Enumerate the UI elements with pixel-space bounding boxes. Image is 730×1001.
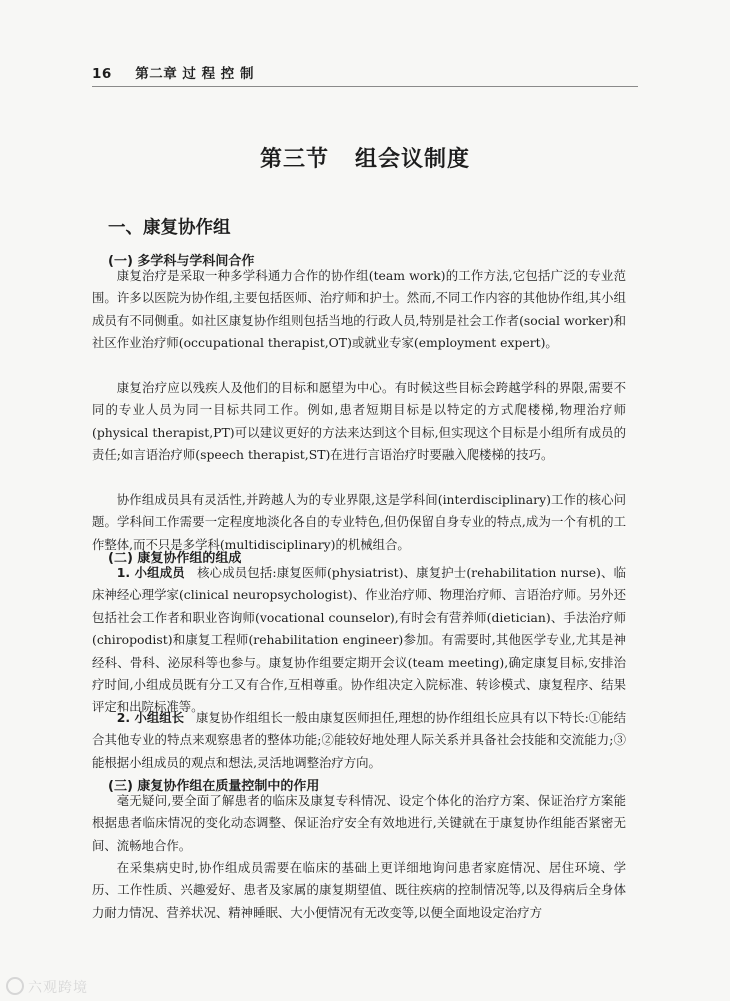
section-number: 第三节 [259, 147, 329, 172]
paragraph: 毫无疑问,要全面了解患者的临床及康复专科情况、设定个体化的治疗方案、保证治疗方案能根据患者临床情况的变化动态调整、保证治疗安全有效地进行,关键就在于康复协作组能否紧密无间、流畅地合作。 [92, 793, 626, 853]
subheading-quality-control: (三) 康复协作组在质量控制中的作用 [108, 779, 320, 794]
page-header [92, 62, 638, 82]
header-rule [92, 86, 638, 87]
section-name: 组会议制度 [355, 147, 471, 172]
item-label: 1. 小组成员 [116, 565, 185, 580]
item-label: 2. 小组组长 [116, 710, 185, 725]
page-number: 16 [92, 66, 112, 82]
item-text: 康复协作组组长一般由康复医师担任,理想的协作组组长应具有以下特长:①能结合其他专业的特点来观察患者的整体功能;②能较好地处理人际关系并具备社会技能和交流能力;③能根据小组成员的观点和想法,灵活地调整治疗方向。 [92, 710, 626, 770]
subheading-team-composition: (二) 康复协作组的组成 [108, 551, 242, 566]
paragraph [92, 562, 626, 719]
subheading-multidisciplinary: (一) 多学科与学科间合作 [108, 254, 255, 269]
heading-rehab-team: 一、康复协作组 [108, 218, 231, 238]
watermark-text: 六观跨境 [28, 980, 88, 996]
item-text: 核心成员包括:康复医师(physiatrist)、康复护士(rehabilitation nurse)、临床神经心理学家(clinical neuropsychologist)、作业治疗师、物理治疗师、言语治疗师。另外还包括社会工作者和职业咨询师(vocational counselor),有时会有营养师(dietician)、手法治疗师(chiropodist)和康复工程师(rehabilitation engineer)参加。有需要时,其他医学专业,尤其是神经科、骨科、泌尿科等也参与。康复协作组要定期开会议(team meeting),确定康复目标,安排治疗时间,小组成员既有分工又有合作,互相尊重。协作组决定入院标准、转诊模式、康复程序、结果评定和出院标准等。 [92, 565, 626, 715]
paragraph: 康复治疗应以残疾人及他们的目标和愿望为中心。有时候这些目标会跨越学科的界限,需要不同的专业人员为同一目标共同工作。例如,患者短期目标是以特定的方式爬楼梯,物理治疗师(physical therapist,PT)可以建议更好的方法来达到这个目标,但实现这个目标是小组所有成员的责任;如言语治疗师(speech therapist,ST)在进行言语治疗时要融入爬楼梯的技巧。 [92, 380, 626, 463]
paragraph: 在采集病史时,协作组成员需要在临床的基础上更详细地询问患者家庭情况、居住环境、学历、工作性质、兴趣爱好、患者及家属的康复期望值、既往疾病的控制情况等,以及得病后全身体力耐力情况、营养状况、精神睡眠、大小便情况有无改变等,以便全面地设定治疗方 [92, 860, 626, 920]
paragraph: 康复治疗是采取一种多学科通力合作的协作组(team work)的工作方法,它包括广泛的专业范围。许多以医院为协作组,主要包括医师、治疗师和护士。然而,不同工作内容的其他协作组,其小组成员有不同侧重。如社区康复协作组则包括当地的行政人员,特别是社会工作者(social worker)和社区作业治疗师(occupational therapist,OT)或就业专家(employment expert)。 [92, 268, 626, 351]
watermark [6, 977, 88, 997]
watermark-logo-icon [6, 977, 24, 995]
section-title [0, 142, 730, 173]
paragraph: 协作组成员具有灵活性,并跨越人为的专业界限,这是学科间(interdisciplinary)工作的核心问题。学科间工作需要一定程度地淡化各自的专业特色,但仍保留自身专业的特点,成为一个有机的工作整体,而不只是多学科(multidisciplinary)的机械组合。 [92, 492, 626, 552]
paragraph [92, 707, 626, 774]
chapter-title: 第二章 过 程 控 制 [135, 66, 255, 82]
